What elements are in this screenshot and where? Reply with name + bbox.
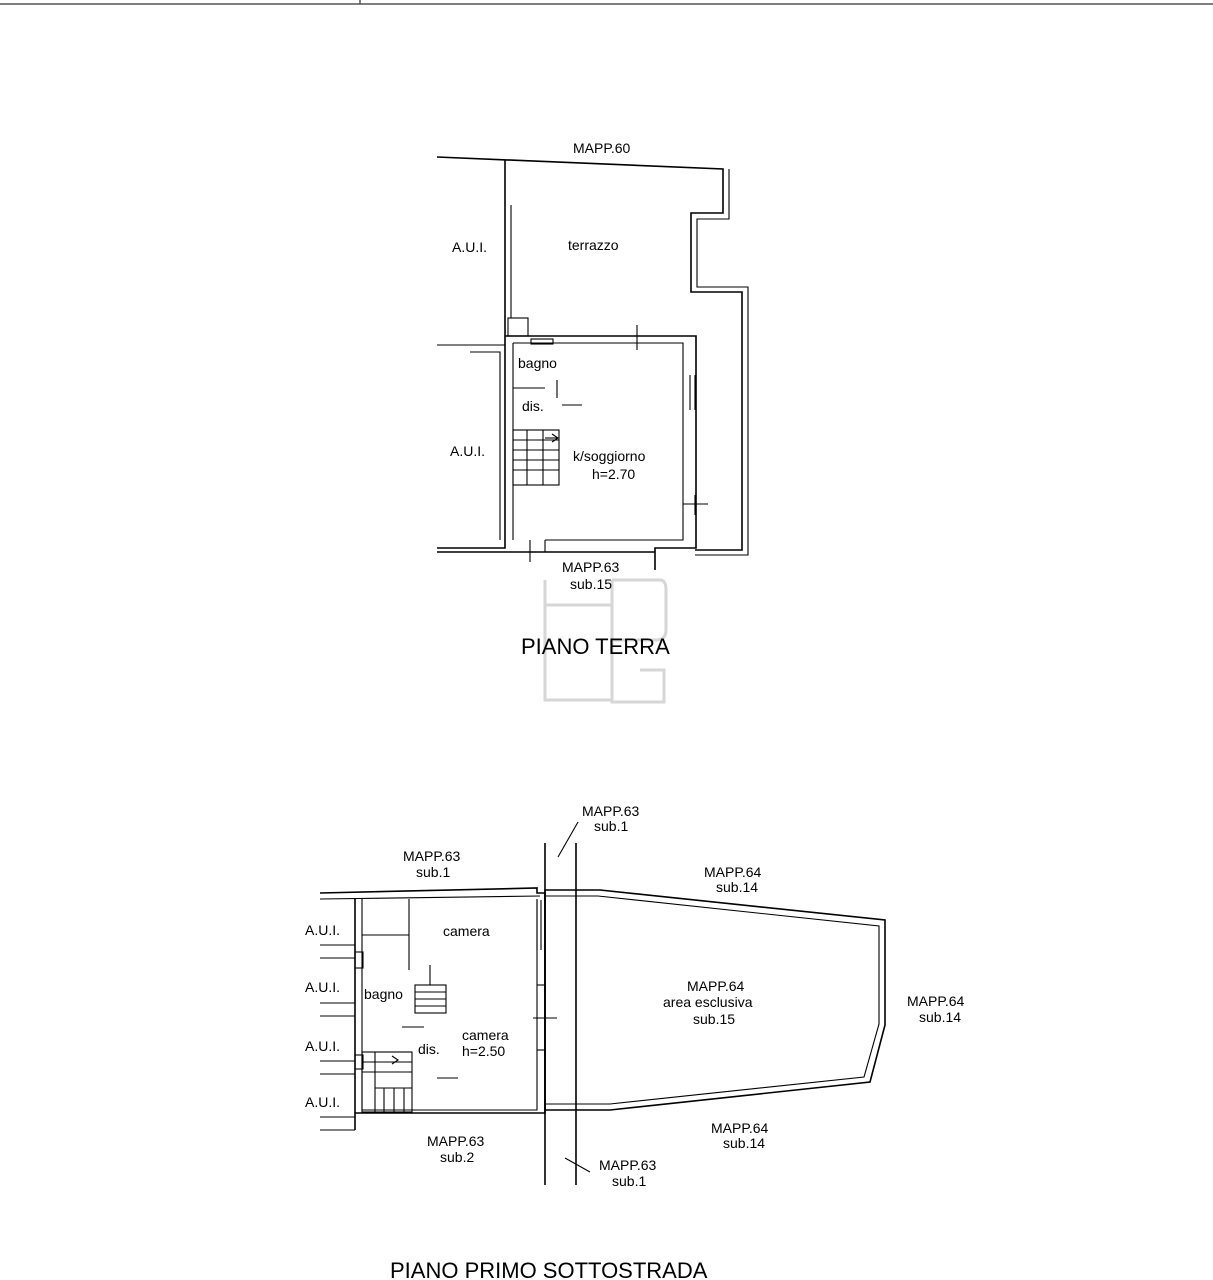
basement-sub1-bottom-right-label: sub.1	[612, 1173, 647, 1189]
basement-mapp63-bottom-left-label: MAPP.63	[427, 1133, 485, 1149]
basement-stair-lower	[362, 1052, 412, 1112]
basement-stair-upper	[415, 985, 446, 1013]
basement-sub1-top-right-label: sub.1	[594, 818, 629, 834]
basement-mapp63-top-left-label: MAPP.63	[403, 848, 461, 864]
ground-soggiorno-height: h=2.70	[592, 466, 636, 482]
basement-area-esclusiva-label: area esclusiva	[663, 994, 753, 1010]
basement-mapp64-right-label: MAPP.64	[907, 993, 965, 1009]
basement-aui-1-label: A.U.I.	[305, 922, 341, 938]
basement-sub14-right-label: sub.14	[919, 1009, 962, 1025]
ground-dis-label: dis.	[522, 398, 544, 414]
basement-mapp64-center-label: MAPP.64	[687, 978, 745, 994]
basement-mapp63-bottom-right-label: MAPP.63	[599, 1157, 657, 1173]
basement-road-leader-bottom	[565, 1158, 590, 1172]
basement-sub2-bottom-left-label: sub.2	[440, 1149, 475, 1165]
ground-floor-title: PIANO TERRA	[521, 634, 670, 659]
basement-aui-4-label: A.U.I.	[305, 1094, 341, 1110]
basement-sub15-center-label: sub.15	[693, 1011, 736, 1027]
ground-boundary-inner	[695, 169, 748, 555]
basement-camera2-height: h=2.50	[462, 1043, 506, 1059]
basement-house-top-inner	[320, 896, 540, 899]
ground-mapp60-label: MAPP.60	[573, 140, 631, 156]
ground-house-left	[437, 336, 505, 548]
basement-mapp64-top-label: MAPP.64	[704, 864, 762, 880]
basement-road-leader-top	[558, 822, 578, 857]
basement-house-top	[320, 888, 545, 893]
ground-house-inner	[513, 343, 683, 540]
basement-aui-3-label: A.U.I.	[305, 1038, 341, 1054]
ground-sub15-label: sub.15	[570, 576, 613, 592]
ground-floor-plan	[437, 140, 748, 659]
ground-terrazzo-label: terrazzo	[568, 237, 619, 253]
basement-floor-title: PIANO PRIMO SOTTOSTRADA	[390, 1258, 708, 1280]
basement-aui-2-label: A.U.I.	[305, 979, 341, 995]
basement-mapp63-top-right-label: MAPP.63	[582, 803, 640, 819]
basement-camera1-label: camera	[443, 923, 490, 939]
basement-sub14-top-label: sub.14	[716, 879, 759, 895]
ground-aui-bottom-label: A.U.I.	[450, 443, 486, 459]
ground-soggiorno-label: k/soggiorno	[573, 448, 646, 464]
ground-pillar	[508, 318, 528, 336]
ground-stair	[513, 430, 559, 485]
basement-camera2-label: camera	[462, 1027, 509, 1043]
basement-sub1-top-left-label: sub.1	[416, 864, 451, 880]
basement-sub14-bottom-label: sub.14	[723, 1135, 766, 1151]
basement-dis-label: dis.	[418, 1041, 440, 1057]
ground-aui-top-label: A.U.I.	[452, 239, 488, 255]
ground-mapp63-label: MAPP.63	[562, 559, 620, 575]
basement-mapp64-bottom-label: MAPP.64	[711, 1120, 769, 1136]
ground-bagno-label: bagno	[518, 355, 557, 371]
basement-floor-plan	[305, 803, 965, 1280]
basement-bagno-label: bagno	[364, 986, 403, 1002]
